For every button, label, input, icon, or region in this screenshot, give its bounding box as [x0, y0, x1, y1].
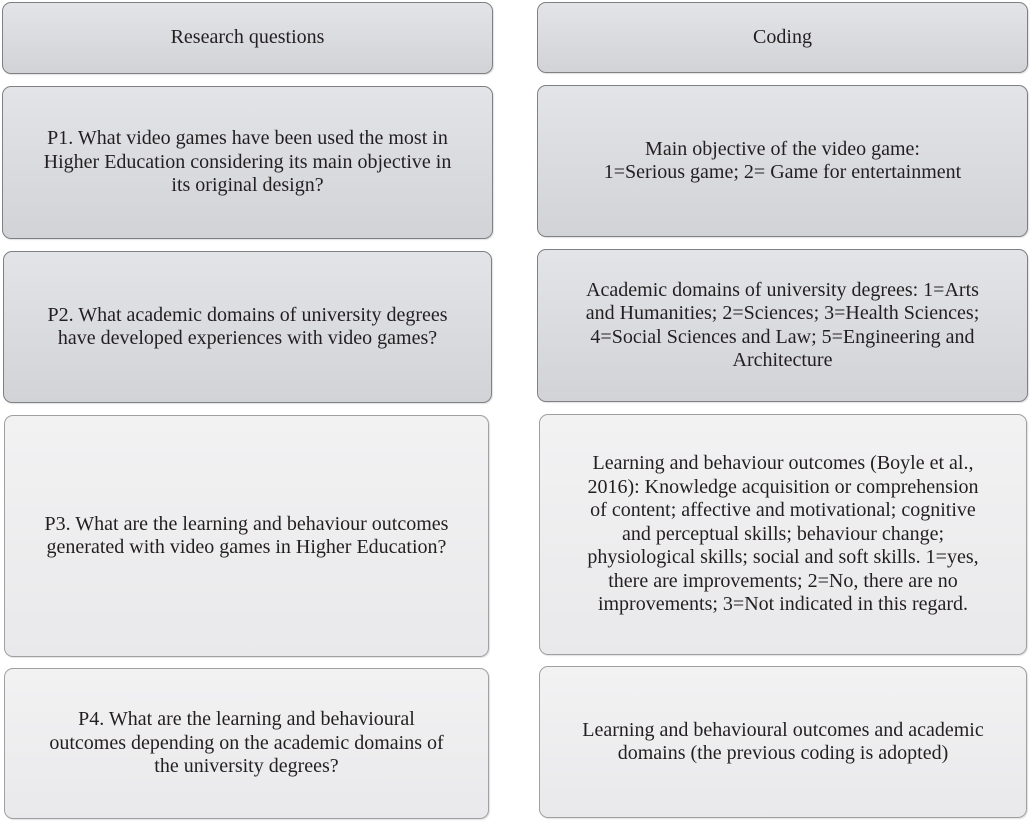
question-p3-box: P3. What are the learning and behaviour outcomes generated with video games in Higher Education?: [4, 415, 489, 657]
question-p2-box: P2. What academic domains of university degrees have developed experiences with video games?: [3, 251, 492, 403]
question-p1-box: P1. What video games have been used the most in Higher Education considering its main objective in its original design?: [2, 86, 493, 239]
coding-p4-box: Learning and behavioural outcomes and academic domains (the previous coding is adopted): [539, 666, 1027, 818]
question-p4-box: P4. What are the learning and behavioural outcomes depending on the academic domains of the university degrees?: [4, 668, 489, 819]
coding-header: Coding: [537, 2, 1028, 73]
coding-p2-box: Academic domains of university degrees: 1=Arts and Humanities; 2=Sciences; 3=Health Sciences; 4=Social Sciences and Law; 5=Engineering and Architecture: [537, 249, 1028, 402]
research-questions-header: Research questions: [2, 2, 493, 74]
coding-p3-box: Learning and behaviour outcomes (Boyle et al., 2016): Knowledge acquisition or comprehension of content; affective and motivational; cognitive and perceptual skills; behaviour change; physiological skills; social and soft skills. 1=yes, there are improvements; 2=No, there are no improvements; 3=Not indicated in this regard.: [539, 414, 1027, 655]
coding-p1-box: Main objective of the video game: 1=Serious game; 2= Game for entertainment: [537, 85, 1028, 237]
